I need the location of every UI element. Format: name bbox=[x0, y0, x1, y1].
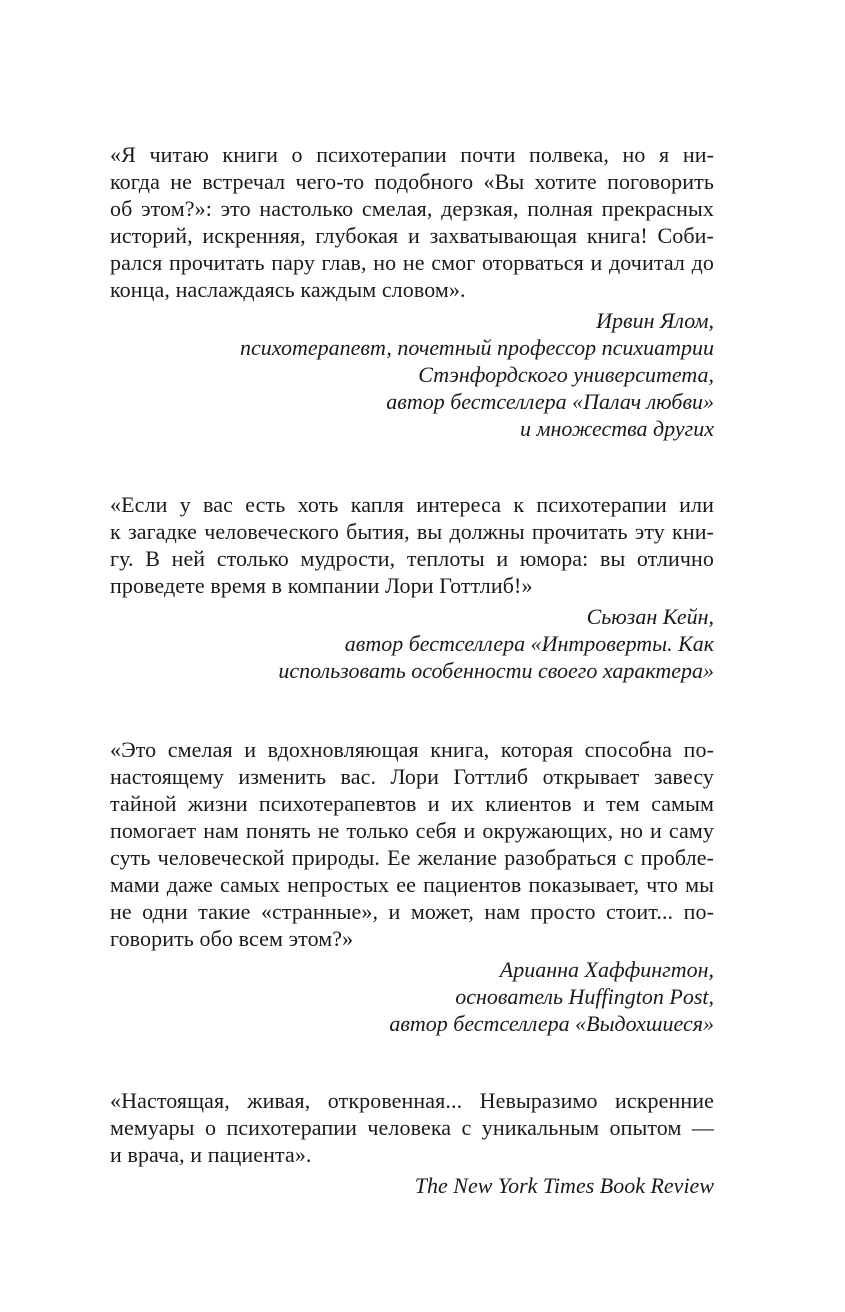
attribution-line: психотерапевт, почетный профессор психиатрии bbox=[240, 335, 714, 360]
attribution-line: автор бестселлера «Интроверты. Как bbox=[344, 631, 714, 656]
quote-line: проведете время в компании Лори Готтлиб!» bbox=[110, 573, 533, 598]
quote-text bbox=[110, 736, 714, 952]
quote-line: «Если у вас есть хоть капля интереса к психотерапии или bbox=[110, 492, 714, 517]
quote-line: гу. В ней столько мудрости, теплоты и юмора: вы отлично bbox=[110, 546, 714, 571]
quote-line: и врача, и пациента». bbox=[110, 1142, 312, 1167]
attribution-line: автор бестселлера «Палач любви» bbox=[386, 389, 714, 414]
quote-text bbox=[110, 1087, 714, 1168]
attribution-author: Сьюзан Кейн, bbox=[586, 604, 714, 629]
quote-line: говорить обо всем этом?» bbox=[110, 926, 354, 951]
attribution-author: The New York Times Book Review bbox=[414, 1173, 714, 1198]
quote-block-huffington bbox=[110, 736, 714, 1037]
quote-attribution bbox=[110, 1172, 714, 1199]
quote-line: «Это смелая и вдохновляющая книга, которая способна по- bbox=[110, 737, 714, 762]
quote-line: суть человеческой природы. Ее желание разобраться с пробле- bbox=[110, 845, 714, 870]
attribution-line: и множества других bbox=[519, 416, 714, 441]
attribution-author: Ирвин Ялом, bbox=[596, 308, 714, 333]
quote-line: рался прочитать пару глав, но не смог оторваться и дочитал до bbox=[110, 250, 714, 275]
quote-block-yalom bbox=[110, 141, 714, 442]
quote-line: «Я читаю книги о психотерапии почти полвека, но я ни- bbox=[110, 142, 714, 167]
attribution-line: автор бестселлера «Выдохшиеся» bbox=[389, 1011, 714, 1036]
quote-line: тайной жизни психотерапевтов и их клиентов и тем самым bbox=[110, 791, 714, 816]
quote-line: конца, наслаждаясь каждым словом». bbox=[110, 277, 466, 302]
quote-line: настоящему изменить вас. Лори Готтлиб открывает завесу bbox=[110, 764, 714, 789]
quote-block-nyt bbox=[110, 1087, 714, 1199]
quote-line: об этом?»: это настолько смелая, дерзкая, полная прекрасных bbox=[110, 196, 714, 221]
quote-block-cain bbox=[110, 491, 714, 684]
attribution-line: Стэнфордского университета, bbox=[418, 362, 714, 387]
quote-line: к загадке человеческого бытия, вы должны прочитать эту кни- bbox=[110, 519, 714, 544]
quote-line: когда не встречал чего-то подобного «Вы хотите поговорить bbox=[110, 169, 714, 194]
quote-line: «Настоящая, живая, откровенная... Невыразимо искренние bbox=[110, 1088, 714, 1113]
quote-line: помогает нам понять не только себя и окружающих, но и саму bbox=[110, 818, 714, 843]
attribution-line: основатель Huffington Post, bbox=[455, 984, 714, 1009]
attribution-author: Арианна Хаффингтон, bbox=[499, 957, 714, 982]
quote-attribution bbox=[110, 307, 714, 442]
quote-line: историй, искренняя, глубокая и захватывающая книга! Соби- bbox=[110, 223, 714, 248]
quote-line: мемуары о психотерапии человека с уникальным опытом — bbox=[110, 1115, 714, 1140]
quote-attribution bbox=[110, 956, 714, 1037]
attribution-line: использовать особенности своего характера» bbox=[278, 658, 714, 683]
quote-text bbox=[110, 141, 714, 303]
quote-line: не одни такие «странные», и может, нам просто стоит... по- bbox=[110, 899, 714, 924]
quote-attribution bbox=[110, 603, 714, 684]
quote-text bbox=[110, 491, 714, 599]
quote-line: мами даже самых непростых ее пациентов показывает, что мы bbox=[110, 872, 714, 897]
